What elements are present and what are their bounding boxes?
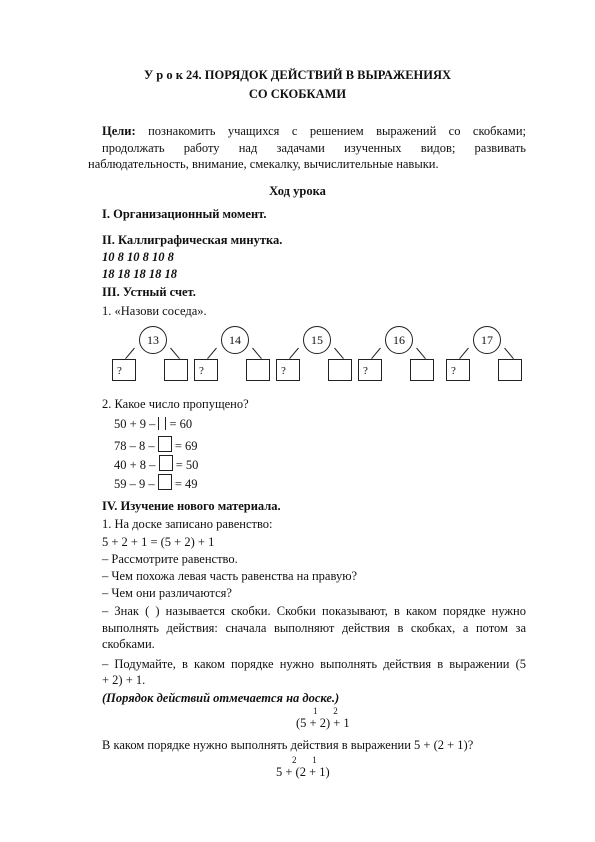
section-2-heading: II. Каллиграфическая минутка. xyxy=(102,233,283,247)
connector-right xyxy=(170,348,180,359)
neighbor-center-number: 14 xyxy=(221,326,249,354)
brackets-paragraph-line3: скобками. xyxy=(102,637,155,651)
goals-label: Цели: xyxy=(102,124,136,138)
neighbor-right-box xyxy=(498,359,522,381)
goals-line3: наблюдательность, внимание, смекалку, вычислительные навыки. xyxy=(88,157,439,171)
neighbor-right-box xyxy=(328,359,352,381)
think-paragraph-line2: + 2) + 1. xyxy=(102,673,146,687)
neighbor-center-number: 15 xyxy=(303,326,331,354)
section-3-heading: III. Устный счет. xyxy=(102,285,196,299)
calligraphy-line-2: 18 18 18 18 18 xyxy=(102,267,177,281)
neighbor-right-box xyxy=(246,359,270,381)
connector-left xyxy=(459,348,469,359)
neighbor-group xyxy=(112,326,194,386)
goals-text1: познакомить учащихся с решением выражений со скобками; xyxy=(148,124,527,138)
goals-line1 xyxy=(102,123,526,140)
missing-result: = 50 xyxy=(175,458,199,472)
question-4: В каком порядке нужно выполнять действия в выражении 5 + (2 + 1)? xyxy=(102,738,474,752)
board-note: (Порядок действий отмечается на доске.) xyxy=(102,691,340,705)
goals-line2: продолжать работу над задачами изученных видов; развивать xyxy=(102,141,526,155)
connector-right xyxy=(504,348,514,359)
neighbor-center-number: 16 xyxy=(385,326,413,354)
blank-box xyxy=(158,436,172,452)
connector-left xyxy=(371,348,381,359)
blank-mark xyxy=(165,417,166,430)
task-1-title: 1. «Назови соседа». xyxy=(102,304,207,318)
missing-result: = 49 xyxy=(174,477,198,491)
question-3: – Чем они различаются? xyxy=(102,586,232,600)
connector-right xyxy=(416,348,426,359)
connector-left xyxy=(125,348,135,359)
neighbor-group xyxy=(276,326,358,386)
neighbor-right-box xyxy=(410,359,434,381)
missing-expression: 40 + 8 – xyxy=(114,458,156,472)
order-marks-1: 1 2 xyxy=(313,706,338,716)
neighbor-left-box: ? xyxy=(112,359,136,381)
lesson-title-line2: СО СКОБКАМИ xyxy=(248,87,347,101)
neighbor-left-box: ? xyxy=(194,359,218,381)
neighbor-group xyxy=(446,326,528,386)
missing-expression: 59 – 9 – xyxy=(114,477,155,491)
question-2: – Чем похожа левая часть равенства на правую? xyxy=(102,569,358,583)
expression-1: (5 + 2) + 1 xyxy=(296,716,350,730)
missing-result: = 60 xyxy=(169,417,193,431)
calligraphy-line-1: 10 8 10 8 10 8 xyxy=(102,250,174,264)
missing-expression: 78 – 8 – xyxy=(114,439,155,453)
section-4-heading: IV. Изучение нового материала. xyxy=(102,499,281,513)
neighbor-right-box xyxy=(164,359,188,381)
brackets-paragraph-line2: выполнять действия: сначала выполняют действия в скобках, а потом за xyxy=(102,621,526,635)
section-1-heading: I. Организационный момент. xyxy=(102,207,267,221)
question-1: – Рассмотрите равенство. xyxy=(102,552,238,566)
equation: 5 + 2 + 1 = (5 + 2) + 1 xyxy=(102,535,215,549)
missing-row xyxy=(114,417,192,432)
lesson-title-line1: У р о к 24. ПОРЯДОК ДЕЙСТВИЙ В ВЫРАЖЕНИЯХ xyxy=(143,68,452,82)
blank-box xyxy=(159,455,173,471)
missing-result: = 69 xyxy=(174,439,198,453)
lesson-heading: Ход урока xyxy=(269,184,326,198)
neighbor-group xyxy=(194,326,276,386)
missing-row xyxy=(114,455,198,473)
expression-2: 5 + (2 + 1) xyxy=(276,765,330,779)
missing-row xyxy=(114,474,198,492)
new-material-intro: 1. На доске записано равенство: xyxy=(102,517,273,531)
missing-expression: 50 + 9 – xyxy=(114,417,156,431)
blank-mark xyxy=(158,417,159,430)
neighbor-left-box: ? xyxy=(446,359,470,381)
neighbor-left-box: ? xyxy=(358,359,382,381)
missing-row xyxy=(114,436,198,454)
brackets-paragraph-line1: – Знак ( ) называется скобки. Скобки показывают, в каком порядке нужно xyxy=(102,604,526,618)
connector-left xyxy=(207,348,217,359)
connector-right xyxy=(252,348,262,359)
order-marks-2: 2 1 xyxy=(292,755,317,765)
think-paragraph-line1: – Подумайте, в каком порядке нужно выполнять действия в выражении (5 xyxy=(102,657,526,671)
neighbor-center-number: 17 xyxy=(473,326,501,354)
neighbor-left-box: ? xyxy=(276,359,300,381)
blank-box xyxy=(158,474,172,490)
task-2-title: 2. Какое число пропущено? xyxy=(102,397,249,411)
neighbor-center-number: 13 xyxy=(139,326,167,354)
connector-right xyxy=(334,348,344,359)
connector-left xyxy=(289,348,299,359)
neighbor-group xyxy=(358,326,440,386)
